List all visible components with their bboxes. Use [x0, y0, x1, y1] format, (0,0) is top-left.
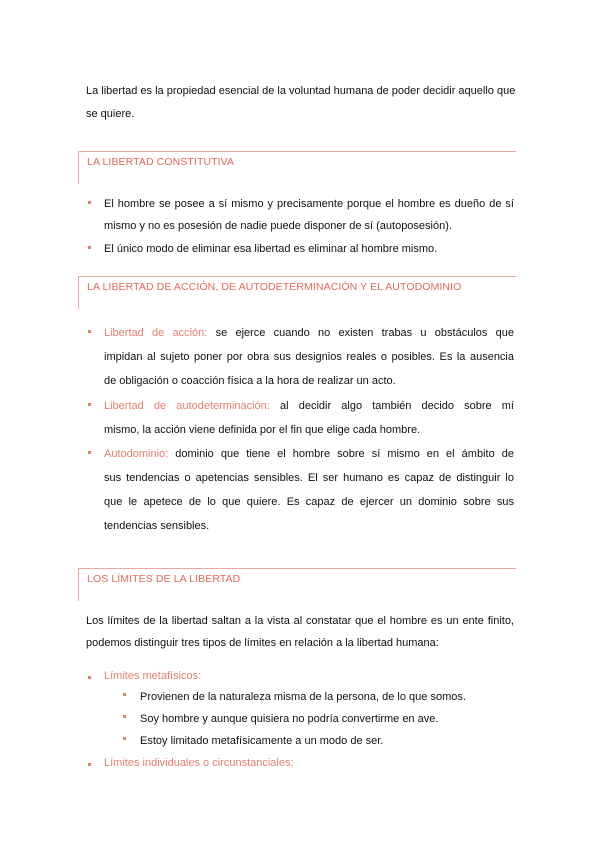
bullet-icon	[88, 330, 91, 333]
sub-bullet-icon	[123, 737, 126, 740]
list-item-line: El único modo de eliminar esa libertad es eliminar al hombre mismo.	[104, 243, 438, 255]
section-heading-text: LOS LÍMITES DE LA LIBERTAD	[87, 573, 241, 585]
term-label: Límites metafísicos:	[104, 670, 202, 682]
bullet-icon	[88, 763, 91, 766]
term-label: Libertad de autodeterminación:	[104, 400, 270, 412]
list-item-line	[104, 326, 514, 340]
sub-list-item: Provienen de la naturaleza misma de la persona, de lo que somos.	[140, 691, 466, 703]
bullet-icon	[88, 201, 91, 204]
list-item-line: El hombre se posee a sí mismo y precisamente porque el hombre es dueño de sí	[104, 198, 514, 210]
list-item-line: mismo y no es posesión de nadie puede disponer de sí (autoposesión).	[104, 220, 452, 232]
bullet-icon	[88, 451, 91, 454]
section-heading-text: LA LIBERTAD CONSTITUTIVA	[87, 156, 235, 168]
term-label: Libertad de acción:	[104, 327, 208, 339]
sub-bullet-icon	[123, 715, 126, 718]
term-label: Límites individuales o circunstanciales:	[104, 757, 294, 769]
list-item-line: de obligación o coacción física a la hora de realizar un acto.	[104, 375, 396, 387]
section-heading-text: LA LIBERTAD DE ACCIÓN, DE AUTODETERMINACIÓN Y EL AUTODOMINIO	[87, 281, 462, 293]
term-definition: al decidir algo también decido sobre mí	[269, 400, 514, 412]
bullet-icon	[88, 403, 91, 406]
list-item-line: que le apetece de lo que quiere. Es capaz de ejercer un dominio sobre sus	[104, 496, 514, 508]
list-item-line	[104, 399, 514, 413]
list-item-line: impidan al sujeto poner por obra sus designios reales o posibles. Es la ausencia	[104, 351, 514, 363]
intro-line-1: La libertad es la propiedad esencial de la voluntad humana de poder decidir aquello que	[86, 85, 516, 97]
sub-bullet-icon	[123, 693, 126, 696]
section-heading-constitutiva	[78, 151, 516, 184]
term-definition: se ejerce cuando no existen trabas u obstáculos que	[207, 327, 514, 339]
list-item-line: tendencias sensibles.	[104, 520, 210, 532]
list-item-line: sus tendencias o apetencias sensibles. El ser humano es capaz de distinguir lo	[104, 472, 514, 484]
bullet-icon	[88, 676, 91, 679]
term-label: Autodominio:	[104, 448, 169, 460]
term-definition: dominio que tiene el hombre sobre sí mismo en el ámbito de	[168, 448, 514, 460]
paragraph-line: podemos distinguir tres tipos de límites en relación a la libertad humana:	[86, 637, 439, 649]
intro-line-2: se quiere.	[86, 108, 135, 120]
sub-list-item: Soy hombre y aunque quisiera no podría convertirme en ave.	[140, 713, 439, 725]
sub-list-item: Estoy limitado metafísicamente a un modo de ser.	[140, 735, 384, 747]
bullet-icon	[88, 246, 91, 249]
section-heading-accion	[78, 276, 516, 309]
paragraph-line: Los límites de la libertad saltan a la vista al constatar que el hombre es un ente finito,	[86, 615, 514, 627]
list-item-line	[104, 447, 514, 461]
list-item-line: mismo, la acción viene definida por el fin que elige cada hombre.	[104, 424, 421, 436]
section-heading-limites	[78, 568, 516, 601]
